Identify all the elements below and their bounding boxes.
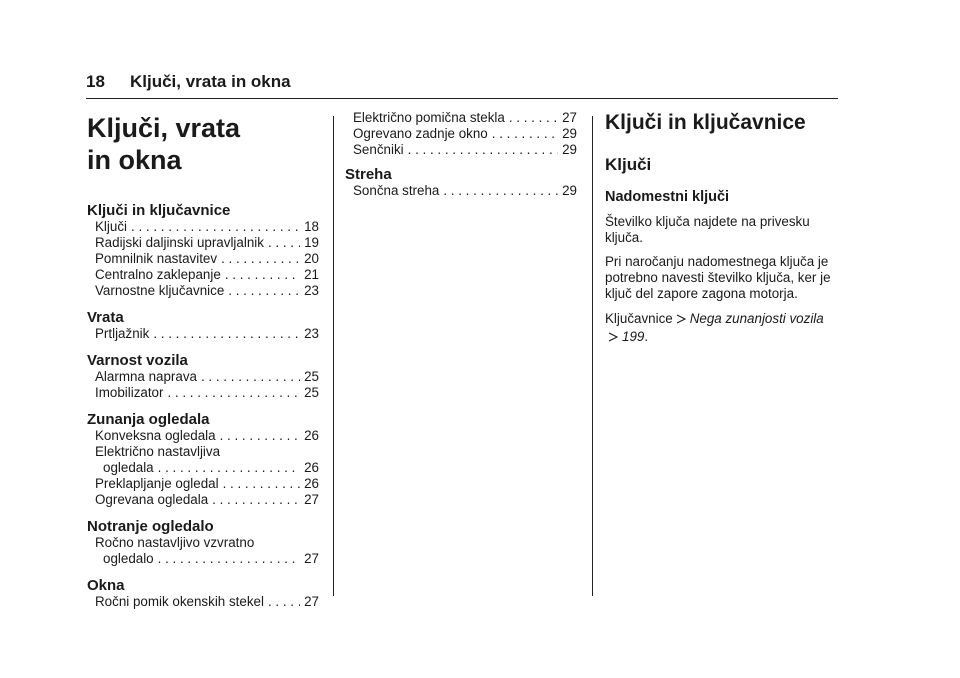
page-number: 18 <box>86 72 105 91</box>
column-divider-2 <box>592 116 593 596</box>
toc-entry[interactable]: Pomnilnik nastavitev . . . 20 <box>87 251 319 267</box>
header-title: Ključi, vrata in okna <box>130 72 291 91</box>
reference-arrow-icon <box>676 314 686 324</box>
toc-entry[interactable]: Varnostne ključavnice . . . 23 <box>87 283 319 299</box>
toc-entry[interactable]: Ogrevana ogledala . . . 27 <box>87 492 319 508</box>
toc-column-2 <box>345 110 577 199</box>
toc-entry[interactable]: Preklapljanje ogledal . . . 26 <box>87 476 319 492</box>
toc-entry[interactable]: Prtljažnik . . . 23 <box>87 326 319 342</box>
toc-entry[interactable]: Električno nastavljiva ogledala . . . 26 <box>87 444 319 476</box>
section-heading: Ključi in ključavnice <box>605 111 806 134</box>
cross-reference: Ključavnice Nega zunanjosti vozila199. <box>605 311 824 344</box>
toc-entry[interactable]: Alarmna naprava . . . 25 <box>87 369 319 385</box>
paragraph: Pri naročanju nadomestnega ključa je potrebno navesti številko ključa, ker je ključ del zapore zagona motorja. <box>605 254 831 301</box>
toc-entry[interactable]: Ključi . . . 18 <box>87 219 319 235</box>
topic-heading: Nadomestni ključi <box>605 189 730 205</box>
chapter-title: Ključi, vrata in okna <box>87 113 241 175</box>
reference-page[interactable]: 199 <box>622 329 645 344</box>
toc-section-title: Streha <box>345 166 392 183</box>
toc-entry[interactable]: Senčniki . . . 29 <box>345 142 577 158</box>
reference-link[interactable]: Nega zunanjosti vozila <box>689 311 824 326</box>
toc-section-title: Vrata <box>87 309 124 326</box>
paragraph: Številko ključa najdete na privesku ključa. <box>605 214 810 245</box>
toc-section-title: Notranje ogledalo <box>87 518 214 535</box>
toc-entry[interactable]: Električno pomična stekla . . . 27 <box>345 110 577 126</box>
toc-entry[interactable]: Radijski daljinski upravljalnik . . . 19 <box>87 235 319 251</box>
toc-entry[interactable]: Sončna streha . . . 29 <box>345 183 577 199</box>
toc-entry[interactable]: Ogrevano zadnje okno . . . 29 <box>345 126 577 142</box>
reference-arrow-icon <box>608 332 618 342</box>
toc-column-1 <box>87 110 319 610</box>
toc-section-title: Ključi in ključavnice <box>87 202 231 219</box>
toc-section-title: Varnost vozila <box>87 352 188 369</box>
header-rule <box>86 98 838 99</box>
toc-entry[interactable]: Ročno nastavljivo vzvratno ogledalo . . . 27 <box>87 535 319 567</box>
toc-section-title: Zunanja ogledala <box>87 411 210 428</box>
toc-entry[interactable]: Centralno zaklepanje . . . 21 <box>87 267 319 283</box>
content-column <box>605 110 837 346</box>
toc-entry[interactable]: Konveksna ogledala . . . 26 <box>87 428 319 444</box>
toc-entry[interactable]: Imobilizator . . . 25 <box>87 385 319 401</box>
page-header <box>86 72 291 92</box>
toc-entry[interactable]: Ročni pomik okenskih stekel . . . 27 <box>87 594 319 610</box>
subsection-heading: Ključi <box>605 155 652 174</box>
toc-section-title: Okna <box>87 577 125 594</box>
column-divider-1 <box>333 116 334 596</box>
